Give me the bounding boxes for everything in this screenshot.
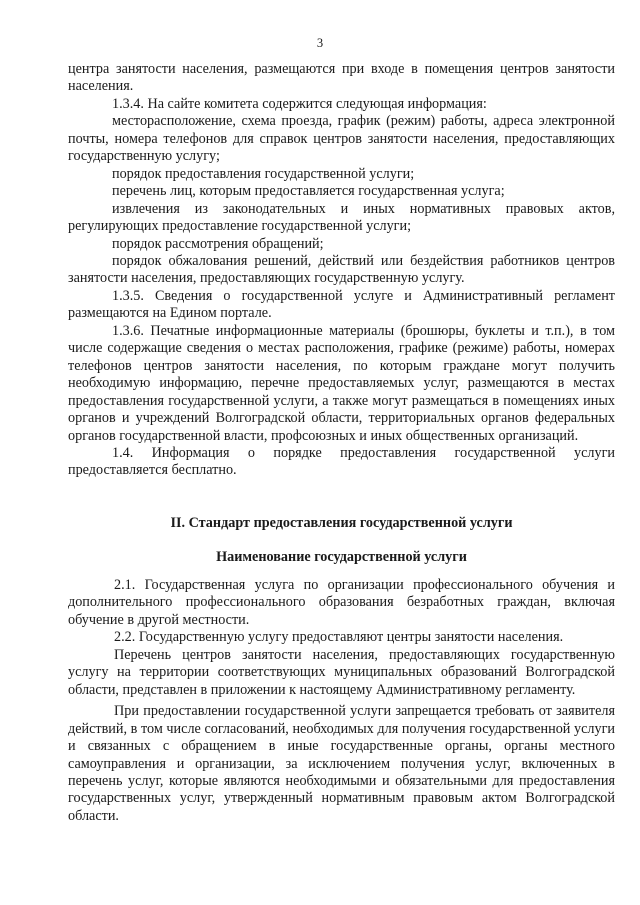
subsection-heading: Наименование государственной услуги <box>216 549 467 565</box>
paragraph: порядок предоставления государственной услуги; <box>112 165 415 182</box>
intro-text-block <box>68 61 615 480</box>
paragraph: 2.1. Государственная услуга по организации профессионального обучения и дополнительного профессионального образования безработных граждан, включая обучение в другой местности. <box>68 577 615 628</box>
page-number: 3 <box>316 36 324 50</box>
paragraph: 1.3.5. Сведения о государственной услуге и Административный регламент размещаются на Едином портале. <box>68 287 615 322</box>
paragraph: перечень лиц, которым предоставляется государственная услуга; <box>112 183 505 200</box>
paragraph: извлечения из законодательных и иных нормативных правовых актов, регулирующих предоставление государственной услуги; <box>68 200 615 235</box>
paragraph: порядок обжалования решений, действий или бездействия работников центров занятости населения, предоставляющих государственную услугу. <box>68 252 615 287</box>
paragraph: 1.4. Информация о порядке предоставления государственной услуги предоставляется бесплатно. <box>68 444 615 479</box>
paragraph: порядок рассмотрения обращений; <box>112 235 324 252</box>
standard-text-block <box>68 577 615 825</box>
paragraph: Перечень центров занятости населения, предоставляющих государственную услугу на территории соответствующих муниципальных образований Волгоградской области, представлен в приложении к настоящему Административному регламенту. <box>68 646 615 698</box>
paragraph: центра занятости населения, размещаются при входе в помещения центров занятости населения. <box>68 61 615 95</box>
paragraph: 1.3.4. На сайте комитета содержится следующая информация: <box>112 95 487 112</box>
paragraph: месторасположение, схема проезда, график (режим) работы, адреса электронной почты, номера телефонов для справок центров занятости населения, предоставляющих государственную услугу; <box>68 113 615 165</box>
section-heading: II. Стандарт предоставления государственной услуги <box>170 515 513 531</box>
paragraph: 1.3.6. Печатные информационные материалы (брошюры, буклеты и т.п.), в том числе содержащие сведения о местах расположения, графике (режиме) работы, номерах телефонов центров занятости населения, по которым граждане могут получить необходимую информацию, перечне предоставляемых услуг, размещаются в местах предоставления государственной услуги, а также могут размещаться в помещениях иных органов и учреждений Волгоградской области, территориальных органов федеральных органов государственной власти, профсоюзных и иных общественных организаций. <box>68 322 615 444</box>
paragraph: 2.2. Государственную услугу предоставляют центры занятости населения. <box>114 629 564 646</box>
paragraph: При предоставлении государственной услуги запрещается требовать от заявителя действий, в том числе согласований, необходимых для получения государственной услуги и связанных с обращением в иные государственные органы, органы местного самоуправления и организации, за исключением получения услуг, включенных в перечень услуг, которые являются необходимыми и обязательными для предоставления государственных услуг, утвержденный нормативным правовым актом Волгоградской области. <box>68 703 615 824</box>
